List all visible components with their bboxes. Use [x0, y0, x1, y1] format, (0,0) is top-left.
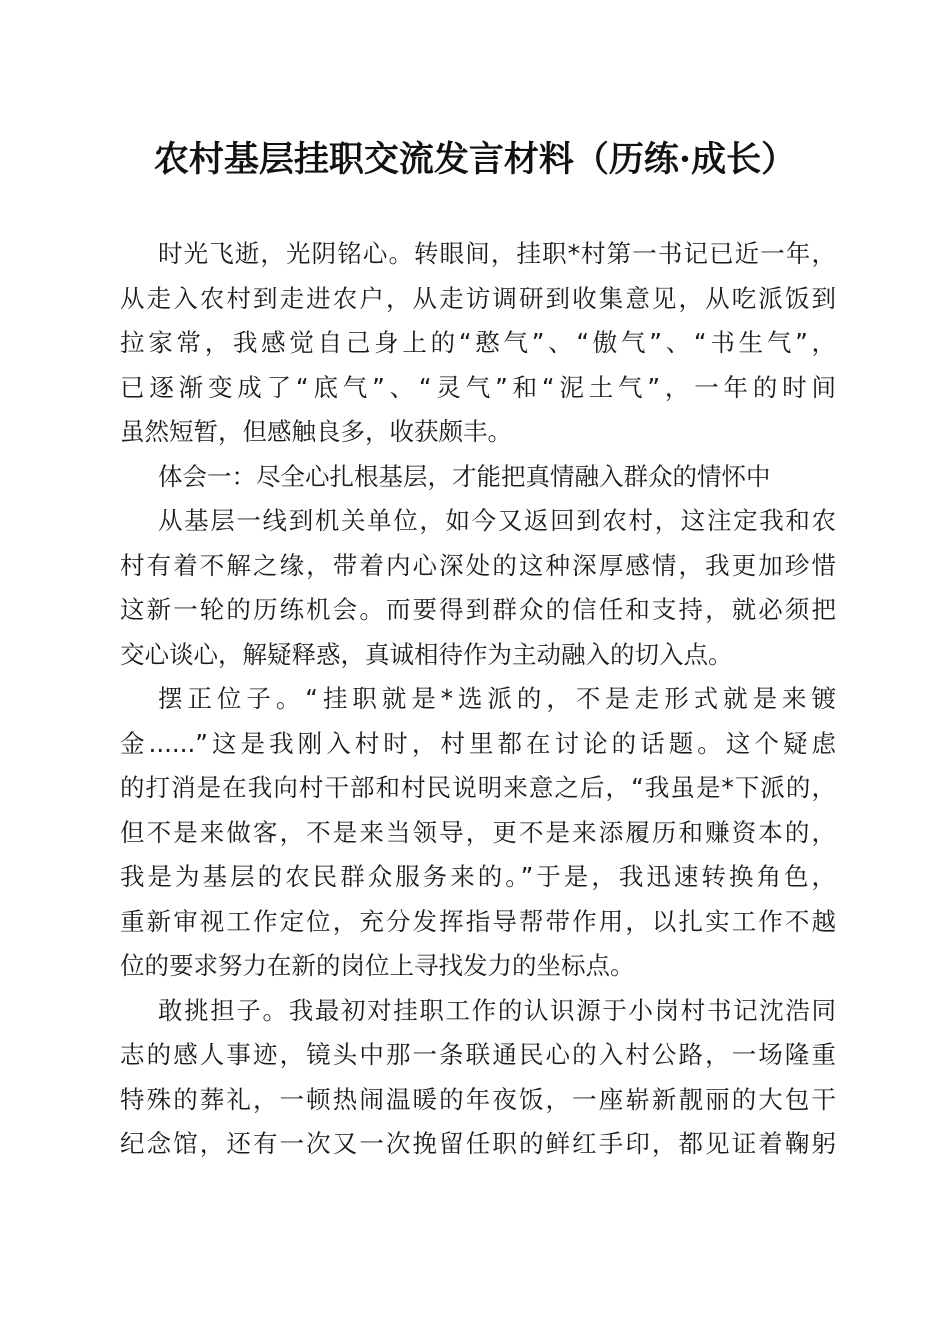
paragraph-line: 已逐渐变成了“底气”、“灵气”和“泥土气”，一年的时间: [120, 372, 836, 402]
paragraph-line: 从走入农村到走进农户，从走访调研到收集意见，从吃派饭到: [120, 283, 836, 313]
paragraph-line: 纪念馆，还有一次又一次挽留任职的鲜红手印，都见证着鞠躬: [120, 1129, 836, 1158]
paragraph-line: 位的要求努力在新的岗位上寻找发力的坐标点。: [120, 951, 635, 980]
paragraph-line: 重新审视工作定位，充分发挥指导帮带作用，以扎实工作不越: [120, 906, 836, 936]
paragraph-line: 村有着不解之缘，带着内心深处的这种深厚感情，我更加珍惜: [120, 550, 836, 580]
paragraph-line: 金......”这是我刚入村时，村里都在讨论的话题。这个疑虑: [120, 728, 836, 758]
paragraph-line: 摆正位子。“挂职就是*选派的，不是走形式就是来镀: [158, 684, 836, 713]
paragraph-line: 交心谈心，解疑释惑，真诚相待作为主动融入的切入点。: [120, 639, 733, 669]
paragraph-line: 虽然短暂，但感触良多，收获颇丰。: [120, 417, 512, 446]
paragraph-line: 特殊的葬礼，一顿热闹温暖的年夜饭，一座崭新靓丽的大包干: [120, 1084, 836, 1114]
paragraph-line: 拉家常，我感觉自己身上的“憨气”、“傲气”、“书生气”，: [120, 328, 836, 357]
paragraph-line: 但不是来做客，不是来当领导，更不是来添履历和赚资本的，: [120, 817, 836, 847]
paragraph-line: 志的感人事迹，镜头中那一条联通民心的入村公路，一场隆重: [120, 1040, 836, 1069]
paragraph-line: 从基层一线到机关单位，如今又返回到农村，这注定我和农: [158, 506, 836, 535]
paragraph-line: 时光飞逝，光阴铭心。转眼间，挂职*村第一书记已近一年，: [158, 239, 836, 268]
document-title: 农村基层挂职交流发言材料（历练·成长）: [153, 139, 797, 180]
paragraph-line: 这新一轮的历练机会。而要得到群众的信任和支持，就必须把: [120, 595, 836, 624]
section-heading: 体会一：尽全心扎根基层，才能把真情融入群众的情怀中: [158, 461, 771, 491]
paragraph-line: 我是为基层的农民群众服务来的。”于是，我迅速转换角色，: [120, 862, 836, 891]
document-body: [120, 232, 836, 1167]
paragraph-line: 敢挑担子。我最初对挂职工作的认识源于小岗村书记沈浩同: [158, 995, 836, 1025]
paragraph-line: 的打消是在我向村干部和村民说明来意之后，“我虽是*下派的，: [120, 773, 836, 802]
